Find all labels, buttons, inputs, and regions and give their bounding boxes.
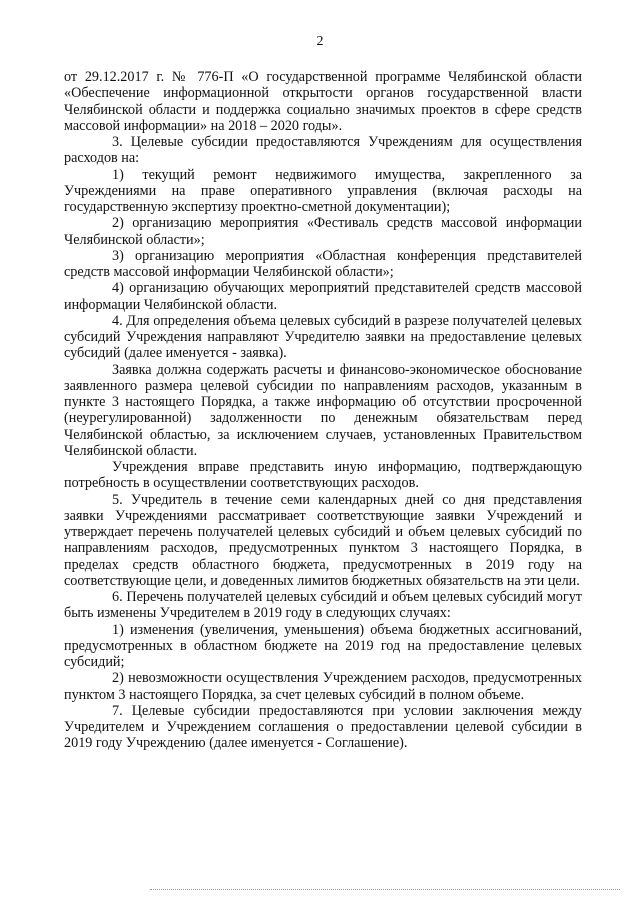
paragraph: 2) организацию мероприятия «Фестиваль средств массовой информации Челябинской области»; [64,215,582,248]
paragraph: 3) организацию мероприятия «Областная конференция представителей средств массовой информации Челябинской области»; [64,247,582,280]
paragraph: Учреждения вправе представить иную информацию, подтверждающую потребность в осуществлении соответствующих расходов. [64,459,582,492]
document-body [64,69,582,752]
paragraph: 4) организацию обучающих мероприятий представителей средств массовой информации Челябинской области. [64,280,582,313]
paragraph: 3. Целевые субсидии предоставляются Учреждениям для осуществления расходов на: [64,134,582,167]
paragraph: 1) изменения (увеличения, уменьшения) объема бюджетных ассигнований, предусмотренных в областном бюджете на 2019 год на предоставление целевых субсидий; [64,621,582,670]
page-number: 2 [316,34,324,49]
paragraph: 7. Целевые субсидии предоставляются при условии заключения между Учредителем и Учреждением соглашения о предоставлении целевой субсидии в 2019 году Учреждению (далее именуется - Соглашение). [64,702,582,752]
paragraph: 4. Для определения объема целевых субсидий в разрезе получателей целевых субсидий Учреждения направляют Учредителю заявки на предоставление целевых субсидий (далее именуется - заявка). [64,312,582,362]
paragraph: 2) невозможности осуществления Учреждением расходов, предусмотренных пунктом 3 настоящего Порядка, за счет целевых субсидий в полном объеме. [64,670,582,703]
paragraph: 6. Перечень получателей целевых субсидий и объем целевых субсидий могут быть изменены Учредителем в 2019 году в следующих случаях: [64,589,582,622]
paragraph: от 29.12.2017 г. № 776-П «О государственной программе Челябинской области «Обеспечение информационной открытости органов государственной власти Челябинской области и поддержка социально значимых проектов в сфере средств массовой информации» на 2018 – 2020 годы». [64,69,582,134]
paragraph: Заявка должна содержать расчеты и финансово-экономическое обоснование заявленного размера целевой субсидии по направлениям расходов, указанным в пункте 3 настоящего Порядка, а также информацию об отсутствии просроченной (неурегулированной) задолженности по денежным обязательствам перед Челябинской областью, за исключением случаев, установленных Правительством Челябинской области. [64,361,582,459]
paragraph: 5. Учредитель в течение семи календарных дней со дня представления заявки Учреждениями рассматривает соответствующие заявки Учреждений и утверждает перечень получателей целевых субсидий и объем целевых субсидий по направлениям расходов, предусмотренных пунктом 3 настоящего Порядка, в пределах средств областного бюджета, предусмотренных в 2019 году на соответствующие цели, и доведенных лимитов бюджетных обязательств на эти цели. [64,491,582,589]
scan-artifact-line [150,889,620,890]
paragraph: 1) текущий ремонт недвижимого имущества, закрепленного за Учреждениями на праве оперативного управления (включая расходы на государственную экспертизу проектно-сметной документации); [64,166,582,215]
